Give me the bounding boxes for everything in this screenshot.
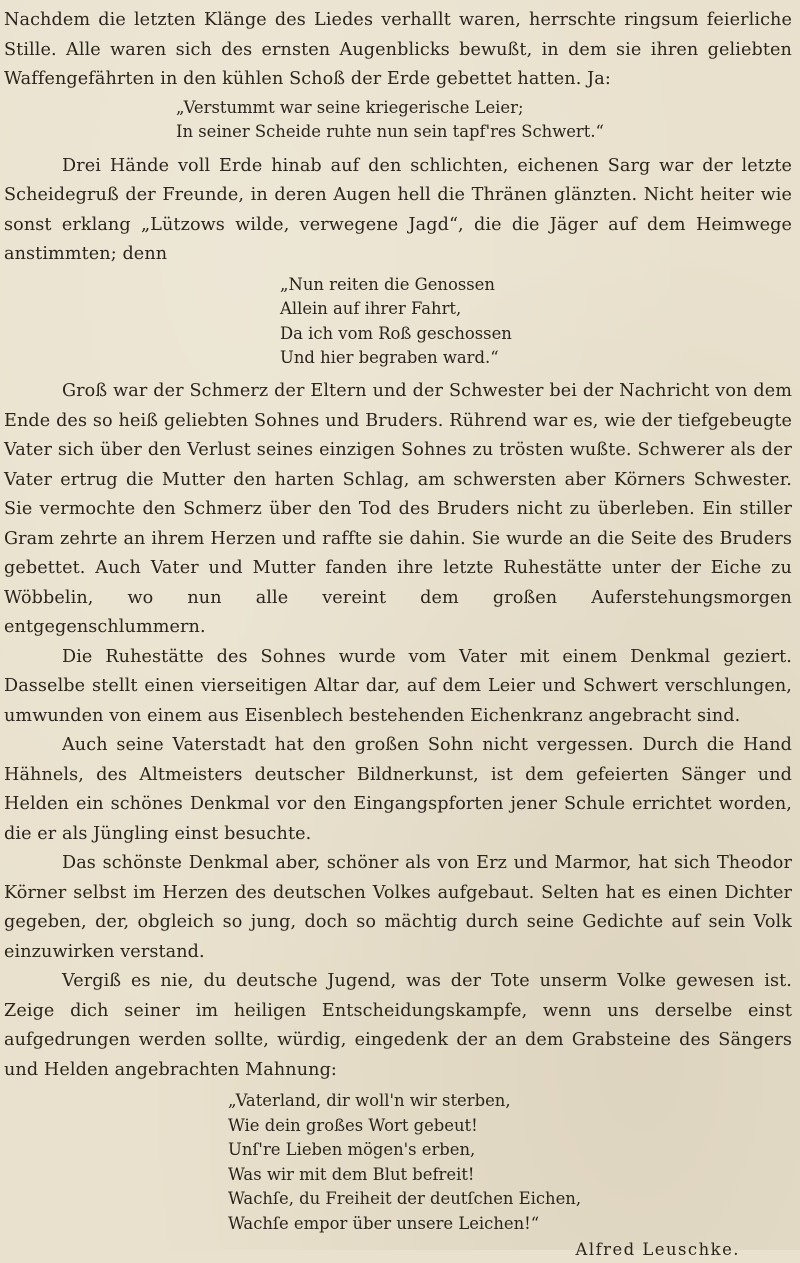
verse-line: Unſ're Lieben mögen's erben, [228, 1140, 476, 1160]
verse-line: „Nun reiten die Genossen [280, 274, 495, 294]
verse-line: Wachſe, du Freiheit der deutſchen Eichen, [228, 1189, 582, 1209]
paragraph-4: Die Ruhestätte des Sohnes wurde vom Vater mit einem Denkmal geziert. Dasselbe stellt einen vierseitigen Altar dar, auf dem Leier und Schwert verschlungen, umwunden von einem aus Eisenblech bestehenden Eichenkranz angebracht sind. [4, 646, 792, 726]
paragraph-2: Drei Hände voll Erde hinab auf den schlichten, eichenen Sarg war der letzte Scheidegruß der Freunde, in deren Augen hell die Thränen glänzten. Nicht heiter wie sonst erklang „Lützows wilde, verwegene Jagd“, die die Jäger auf dem Heimwege anstimmten; denn [4, 155, 792, 265]
verse-line: „Vaterland, dir woll'n wir sterben, [228, 1091, 511, 1111]
verse-line: Und hier begraben ward.“ [280, 348, 499, 368]
verse-line: Was wir mit dem Blut befreit! [228, 1164, 475, 1184]
verse-line: Wie dein großes Wort gebeut! [228, 1115, 478, 1135]
verse-quote-leier [176, 96, 792, 145]
paragraph-6: Das schönste Denkmal aber, schöner als von Erz und Marmor, hat sich Theodor Körner selbst im Herzen des deutschen Volkes aufgebaut. Selten hat es einen Dichter gegeben, der, obgleich so jung, doch so mächtig durch seine Gedichte auf sein Volk einzuwirken verstand. [4, 853, 792, 962]
verse-line: Allein auf ihrer Fahrt, [280, 299, 462, 319]
verse-line: In seiner Scheide ruhte nun sein tapf'res Schwert.“ [176, 122, 604, 142]
author-signature: Alfred Leuschke. [575, 1239, 740, 1259]
verse-quote-vaterland [228, 1089, 792, 1237]
paragraph-3: Groß war der Schmerz der Eltern und der Schwester bei der Nachricht von dem Ende des so heiß geliebten Sohnes und Bruders. Rührend war es, wie der tiefgebeugte Vater sich über den Verlust seines einzigen Sohnes zu trösten wußte. Schwerer als der Vater ertrug die Mutter den harten Schlag, am schwersten aber Körners Schwester. Sie vermochte den Schmerz über den Tod des Bruders nicht zu überleben. Ein stiller Gram zehrte an ihrem Herzen und raffte sie dahin. Sie wurde an die Seite des Bruders gebettet. Auch Vater und Mutter fanden ihre letzte Ruhestätte unter der Eiche zu Wöbbelin, wo nun alle vereint dem großen Auferstehungsmorgen entgegenschlummern. [4, 381, 792, 638]
verse-line: Da ich vom Roß geschossen [280, 323, 512, 343]
verse-quote-genossen [280, 273, 792, 371]
verse-line: Wachſe empor über unsere Leichen!“ [228, 1214, 540, 1234]
verse-line: „Verstummt war seine kriegerische Leier; [176, 97, 524, 117]
paragraph-7: Vergiß es nie, du deutsche Jugend, was der Tote unserm Volke gewesen ist. Zeige dich seiner im heiligen Entscheidungskampfe, wenn uns derselbe einst aufgedrungen werden sollte, würdig, eingedenk der an dem Grabsteine des Sängers und Helden angebrachten Mahnung: [4, 971, 792, 1080]
paragraph-1: Nachdem die letzten Klänge des Liedes verhallt waren, herrschte ringsum feierliche Stille. Alle waren sich des ernsten Augenblicks bewußt, in dem sie ihren geliebten Waffengefährten in den kühlen Schoß der Erde gebettet hatten. Ja: [4, 10, 792, 89]
paragraph-5: Auch seine Vaterstadt hat den großen Sohn nicht vergessen. Durch die Hand Hähnels, des Altmeisters deutscher Bildnerkunst, ist dem gefeierten Sänger und Helden ein schönes Denkmal vor den Eingangspforten jener Schule errichtet worden, die er als Jüngling einst besuchte. [4, 735, 792, 844]
